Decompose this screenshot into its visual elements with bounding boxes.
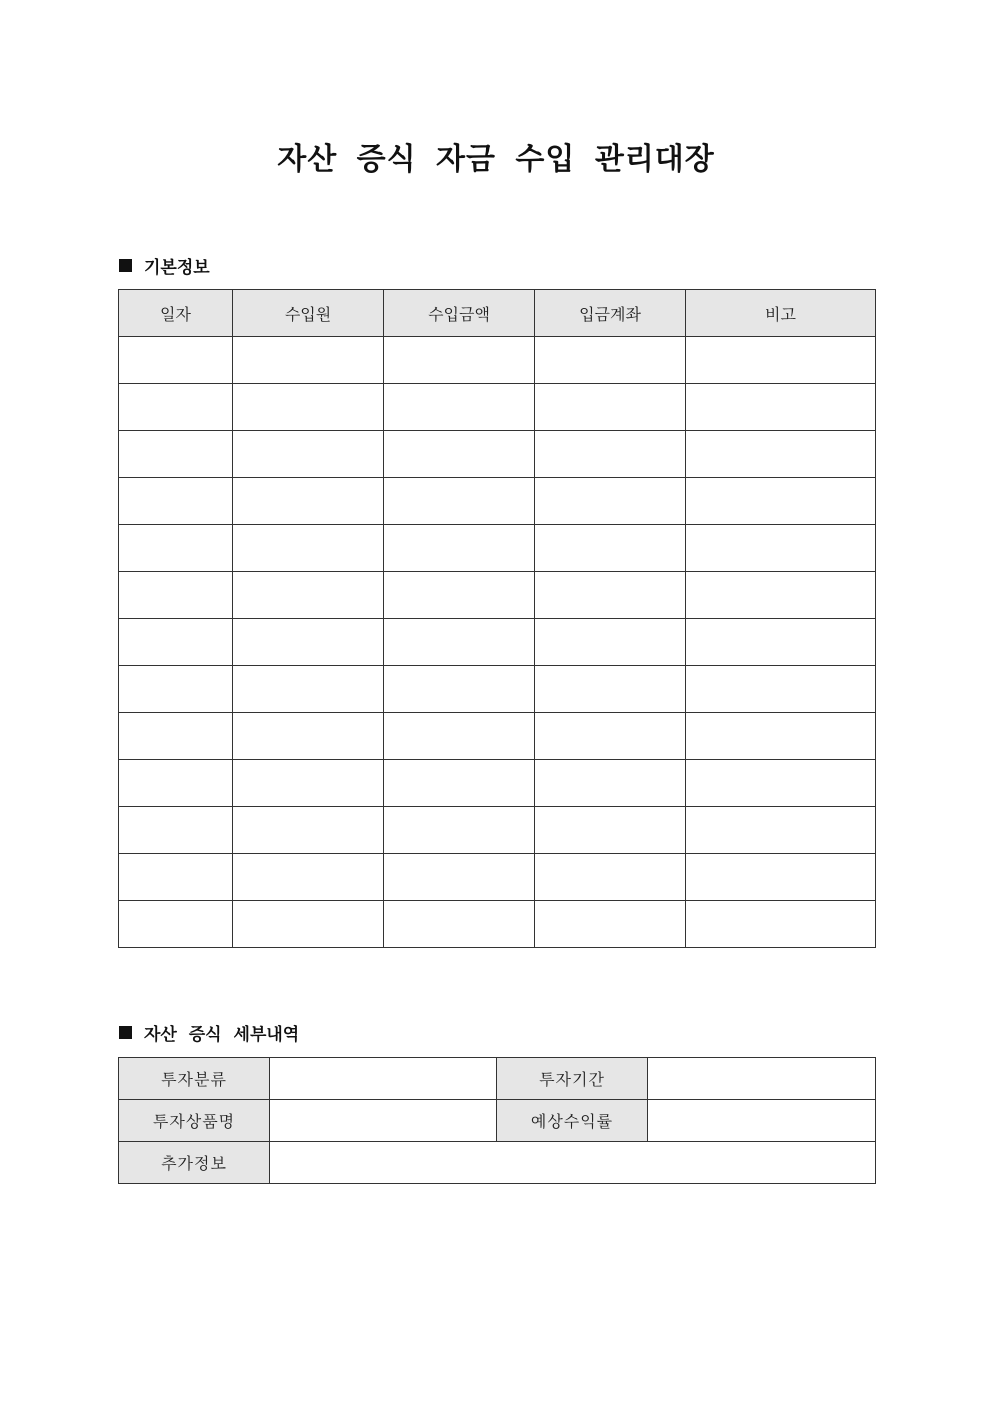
table-row	[119, 1142, 876, 1184]
cell-income-source[interactable]	[233, 760, 384, 807]
cell-date[interactable]	[119, 478, 233, 525]
cell-deposit-account[interactable]	[535, 619, 686, 666]
cell-income-amount[interactable]	[384, 384, 535, 431]
cell-deposit-account[interactable]	[535, 854, 686, 901]
cell-income-amount[interactable]	[384, 619, 535, 666]
cell-income-amount[interactable]	[384, 901, 535, 948]
cell-date[interactable]	[119, 760, 233, 807]
cell-remarks[interactable]	[686, 384, 876, 431]
table-row	[119, 478, 876, 525]
table-row	[119, 1100, 876, 1142]
expected-return-label: 예상수익률	[497, 1100, 648, 1142]
cell-remarks[interactable]	[686, 666, 876, 713]
table-row	[119, 854, 876, 901]
table-header-row	[119, 290, 876, 337]
cell-income-amount[interactable]	[384, 807, 535, 854]
cell-income-amount[interactable]	[384, 431, 535, 478]
section-heading-basic-info	[119, 253, 210, 278]
cell-date[interactable]	[119, 572, 233, 619]
section-heading-label: 기본정보	[144, 258, 210, 278]
cell-income-amount[interactable]	[384, 525, 535, 572]
cell-deposit-account[interactable]	[535, 713, 686, 760]
expected-return-field[interactable]	[648, 1100, 876, 1142]
cell-remarks[interactable]	[686, 760, 876, 807]
table-row	[119, 525, 876, 572]
column-header-income-amount: 수입금액	[384, 290, 535, 337]
invest-type-field[interactable]	[270, 1058, 497, 1100]
section-heading-label: 자산 증식 세부내역	[144, 1025, 300, 1045]
cell-income-source[interactable]	[233, 384, 384, 431]
square-bullet-icon	[119, 259, 132, 272]
table-row	[119, 572, 876, 619]
cell-income-source[interactable]	[233, 807, 384, 854]
cell-deposit-account[interactable]	[535, 760, 686, 807]
cell-date[interactable]	[119, 431, 233, 478]
cell-deposit-account[interactable]	[535, 478, 686, 525]
table-row	[119, 619, 876, 666]
cell-remarks[interactable]	[686, 619, 876, 666]
cell-date[interactable]	[119, 384, 233, 431]
cell-income-source[interactable]	[233, 478, 384, 525]
cell-date[interactable]	[119, 901, 233, 948]
cell-date[interactable]	[119, 713, 233, 760]
extra-info-label: 추가정보	[119, 1142, 270, 1184]
table-row	[119, 431, 876, 478]
column-header-deposit-account: 입금계좌	[535, 290, 686, 337]
section-heading-details	[119, 1020, 299, 1045]
square-bullet-icon	[119, 1026, 132, 1039]
cell-date[interactable]	[119, 807, 233, 854]
income-ledger-table	[118, 289, 876, 948]
table-row	[119, 760, 876, 807]
cell-income-source[interactable]	[233, 431, 384, 478]
cell-remarks[interactable]	[686, 337, 876, 384]
cell-remarks[interactable]	[686, 807, 876, 854]
cell-deposit-account[interactable]	[535, 431, 686, 478]
cell-deposit-account[interactable]	[535, 384, 686, 431]
cell-income-source[interactable]	[233, 619, 384, 666]
cell-income-amount[interactable]	[384, 572, 535, 619]
cell-date[interactable]	[119, 666, 233, 713]
cell-remarks[interactable]	[686, 525, 876, 572]
cell-income-amount[interactable]	[384, 854, 535, 901]
cell-remarks[interactable]	[686, 713, 876, 760]
cell-date[interactable]	[119, 337, 233, 384]
cell-income-source[interactable]	[233, 572, 384, 619]
cell-income-amount[interactable]	[384, 713, 535, 760]
table-row	[119, 384, 876, 431]
cell-deposit-account[interactable]	[535, 337, 686, 384]
table-row	[119, 901, 876, 948]
cell-income-amount[interactable]	[384, 760, 535, 807]
page-title: 자산 증식 자금 수입 관리대장	[277, 142, 715, 177]
cell-remarks[interactable]	[686, 478, 876, 525]
cell-income-source[interactable]	[233, 713, 384, 760]
cell-date[interactable]	[119, 525, 233, 572]
product-name-field[interactable]	[270, 1100, 497, 1142]
column-header-income-source: 수입원	[233, 290, 384, 337]
column-header-remarks: 비고	[686, 290, 876, 337]
invest-type-label: 투자분류	[119, 1058, 270, 1100]
cell-income-source[interactable]	[233, 525, 384, 572]
table-row	[119, 666, 876, 713]
table-row	[119, 1058, 876, 1100]
invest-period-field[interactable]	[648, 1058, 876, 1100]
cell-remarks[interactable]	[686, 572, 876, 619]
asset-details-table	[118, 1057, 876, 1184]
cell-income-amount[interactable]	[384, 337, 535, 384]
cell-income-amount[interactable]	[384, 478, 535, 525]
table-row	[119, 337, 876, 384]
cell-income-source[interactable]	[233, 666, 384, 713]
cell-income-source[interactable]	[233, 854, 384, 901]
cell-deposit-account[interactable]	[535, 901, 686, 948]
extra-info-field[interactable]	[270, 1142, 876, 1184]
cell-income-amount[interactable]	[384, 666, 535, 713]
cell-remarks[interactable]	[686, 854, 876, 901]
cell-deposit-account[interactable]	[535, 525, 686, 572]
table-row	[119, 713, 876, 760]
table-row	[119, 807, 876, 854]
column-header-date: 일자	[119, 290, 233, 337]
cell-deposit-account[interactable]	[535, 807, 686, 854]
cell-date[interactable]	[119, 854, 233, 901]
cell-remarks[interactable]	[686, 901, 876, 948]
cell-remarks[interactable]	[686, 431, 876, 478]
cell-deposit-account[interactable]	[535, 572, 686, 619]
cell-income-source[interactable]	[233, 901, 384, 948]
cell-income-source[interactable]	[233, 337, 384, 384]
cell-date[interactable]	[119, 619, 233, 666]
product-name-label: 투자상품명	[119, 1100, 270, 1142]
table-body	[119, 337, 876, 948]
cell-deposit-account[interactable]	[535, 666, 686, 713]
invest-period-label: 투자기간	[497, 1058, 648, 1100]
